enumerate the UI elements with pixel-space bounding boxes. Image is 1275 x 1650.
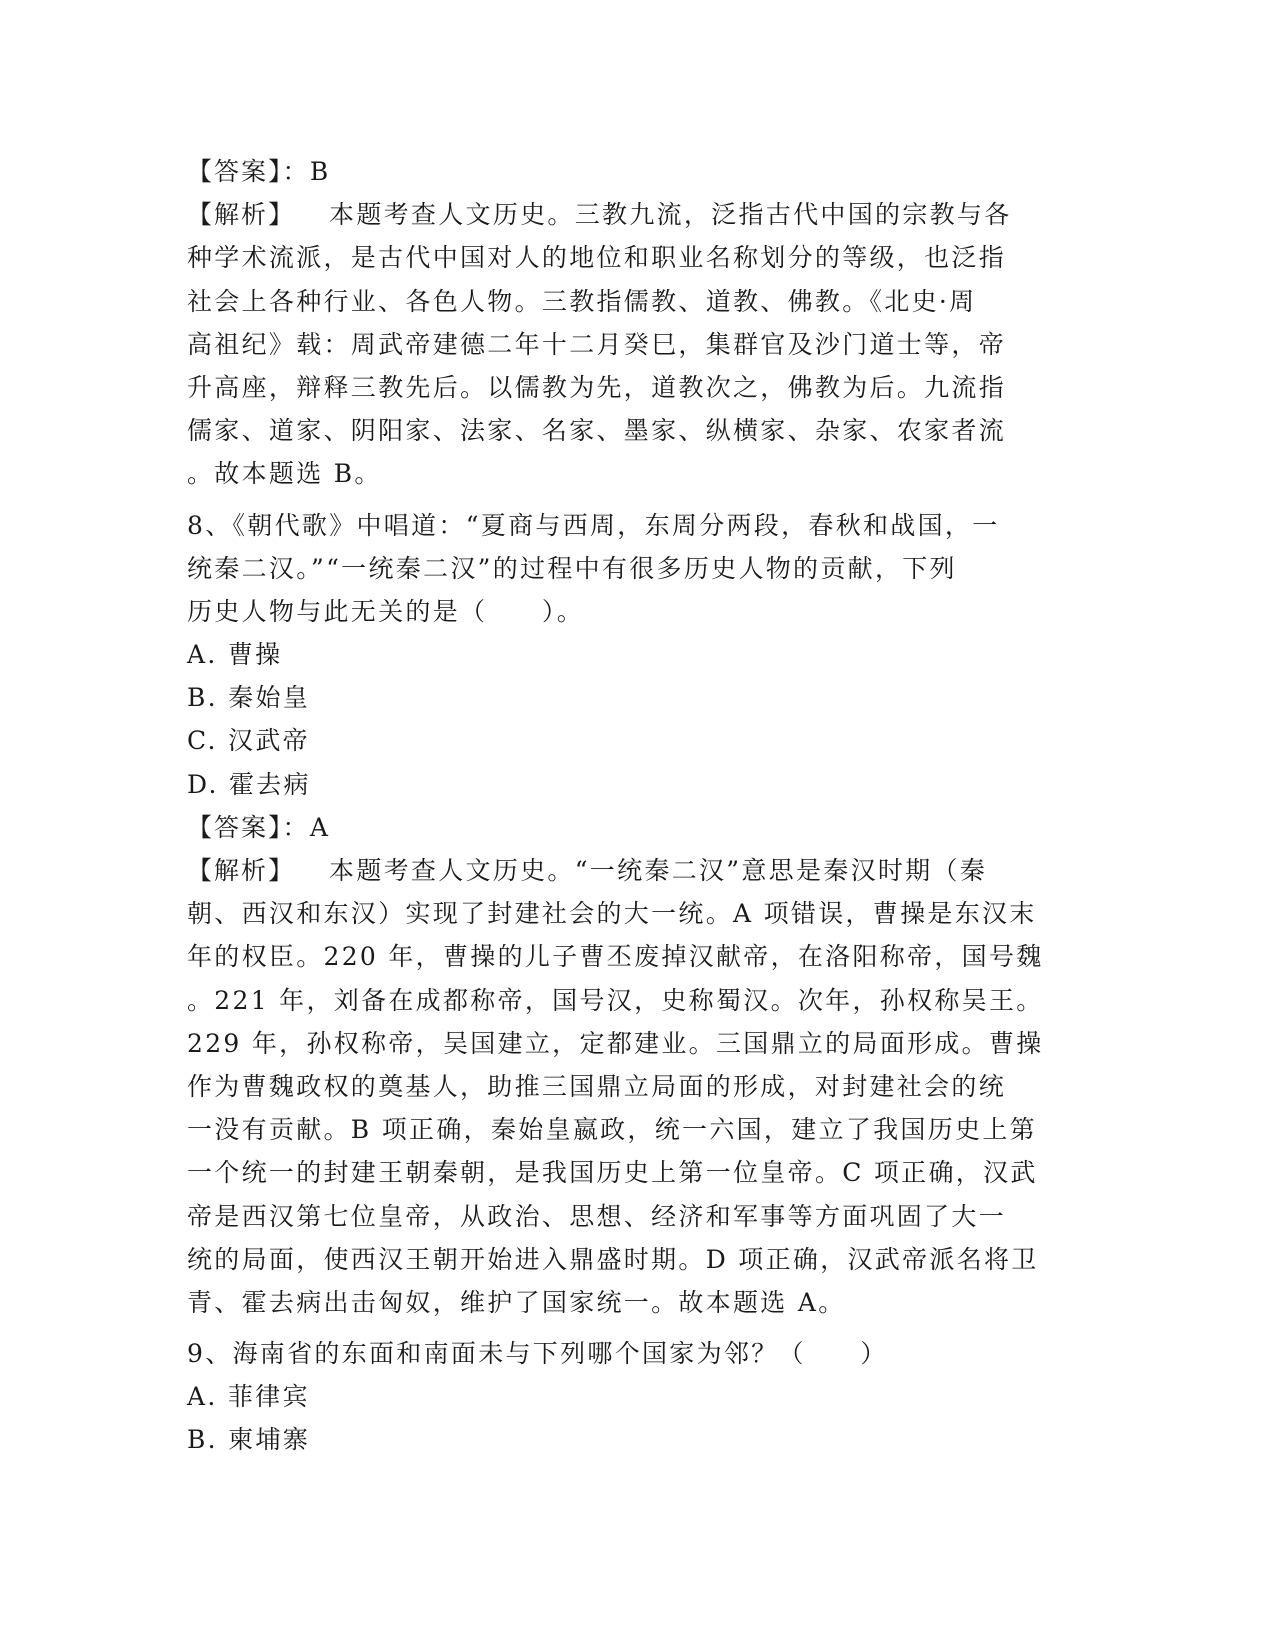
q7-answer-line — [187, 150, 1087, 193]
q8-analysis-text: 本题考查人文历史。“一统秦二汉”意思是秦汉时期（秦 — [329, 856, 988, 885]
q9-stem: 9、海南省的东面和南面未与下列哪个国家为邻？（ ） — [187, 1339, 888, 1369]
q8-option-c: C. 汉武帝 — [187, 726, 310, 756]
q9-option-b: B. 柬埔寨 — [187, 1425, 311, 1455]
q8-stem: 8、《朝代歌》中唱道：“夏商与西周，东周分两段，春秋和战国，一 — [187, 510, 1000, 540]
q8-answer-value: A — [309, 812, 331, 842]
q8-option-a: A. 曹操 — [187, 640, 283, 670]
q8-answer-label: 【答案】 — [187, 812, 283, 842]
q8-analysis-text: 229 年，孙权称帝，吴国建立，定都建业。三国鼎立的局面形成。曹操 — [187, 1028, 1044, 1058]
q7-analysis-text: 儒家、道家、阴阳家、法家、名家、墨家、纵横家、杂家、农家者流 — [187, 416, 1007, 446]
q7-analysis-text: 。故本题选 B。 — [187, 459, 382, 489]
q8-option-b: B. 秦始皇 — [187, 683, 311, 713]
q7-analysis-text: 升高座，辩释三教先后。以儒教为先，道教次之，佛教为后。九流指 — [187, 372, 1007, 402]
q7-analysis-line — [187, 193, 1087, 236]
q7-answer-value: B — [309, 157, 331, 186]
q8-analysis-line — [187, 849, 1087, 892]
q8-answer-line — [187, 806, 1087, 849]
q7-answer-label: 【答案】 — [187, 157, 283, 186]
q7-analysis-text: 社会上各种行业、各色人物。三教指儒教、道教、佛教。《北史·周 — [187, 286, 977, 316]
q8-analysis-label: 【解析】 — [187, 856, 296, 885]
q8-answer-sep: ： — [282, 812, 310, 842]
q7-analysis-text: 种学术流派，是古代中国对人的地位和职业名称划分的等级，也泛指 — [187, 243, 1007, 273]
q8-analysis-text: 作为曹魏政权的奠基人，助推三国鼎立局面的形成，对封建社会的统 — [187, 1071, 1007, 1101]
q7-answer-sep: ： — [282, 157, 310, 186]
q8-stem: 历史人物与此无关的是（ ）。 — [187, 596, 585, 626]
q8-stem: 统秦二汉。”“一统秦二汉”的过程中有很多历史人物的贡献，下列 — [187, 553, 957, 583]
q8-analysis-text: 年的权臣。220 年，曹操的儿子曹丕废掉汉献帝，在洛阳称帝，国号魏 — [187, 942, 1044, 972]
q8-option-d: D. 霍去病 — [187, 769, 311, 799]
q8-analysis-text: 统的局面，使西汉王朝开始进入鼎盛时期。D 项正确，汉武帝派名将卫 — [187, 1244, 1039, 1274]
document-page — [187, 150, 1087, 1462]
q8-analysis-text: 一没有贡献。B 项正确，秦始皇嬴政，统一六国，建立了我国历史上第 — [187, 1115, 1037, 1145]
q7-analysis-label: 【解析】 — [187, 200, 296, 230]
q9-option-a: A. 菲律宾 — [187, 1382, 310, 1412]
q8-analysis-text: 朝、西汉和东汉）实现了封建社会的大一统。A 项错误，曹操是东汉末 — [187, 899, 1037, 929]
q7-analysis-text: 高祖纪》载：周武帝建德二年十二月癸巳，集群官及沙门道士等，帝 — [187, 329, 1007, 359]
q7-analysis-text: 本题考查人文历史。三教九流，泛指古代中国的宗教与各 — [329, 200, 1012, 230]
q8-analysis-text: 帝是西汉第七位皇帝，从政治、思想、经济和军事等方面巩固了大一 — [187, 1201, 1007, 1231]
q8-analysis-text: 。221 年，刘备在成都称帝，国号汉，史称蜀汉。次年，孙权称吴王。 — [187, 985, 1044, 1015]
q8-analysis-text: 一个统一的封建王朝秦朝，是我国历史上第一位皇帝。C 项正确，汉武 — [187, 1158, 1038, 1188]
q8-analysis-text: 青、霍去病出击匈奴，维护了国家统一。故本题选 A。 — [187, 1287, 846, 1317]
